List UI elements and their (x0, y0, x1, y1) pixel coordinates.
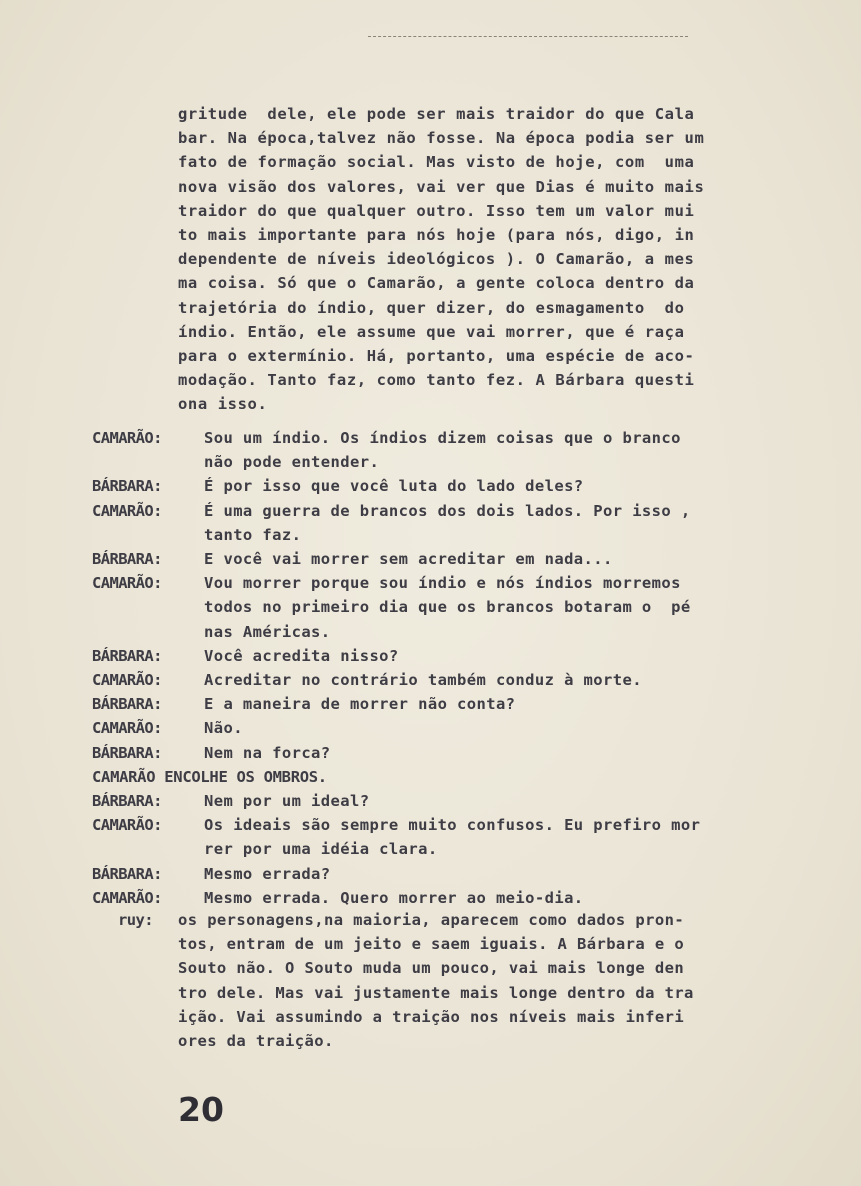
speech-text (204, 571, 832, 644)
speech-text (204, 474, 832, 498)
speech-text (204, 692, 832, 716)
text-line: Mesmo errada? (204, 864, 331, 883)
speaker-name: ruy: (118, 911, 153, 929)
speech-text (204, 547, 832, 571)
speech-text (204, 741, 832, 765)
intro-paragraph (178, 102, 828, 417)
speech-text (204, 426, 832, 474)
text-line: nova visão dos valores, vai ver que Dias é muito mais (178, 177, 705, 196)
speaker-name: BÁRBARA: (92, 695, 162, 714)
top-dashed-rule (368, 36, 688, 37)
text-line: para o extermínio. Há, portanto, uma espécie de aco- (178, 347, 695, 366)
page-number: 20 (178, 1090, 224, 1129)
speech-text (178, 908, 838, 1053)
text-line: dependente de níveis ideológicos ). O Camarão, a mes (178, 250, 695, 269)
dialogue-turn (92, 644, 832, 668)
dialogue-turn (92, 426, 832, 474)
text-line: Souto não. O Souto muda um pouco, vai mais longe den (178, 959, 685, 978)
text-line: ma coisa. Só que o Camarão, a gente coloca dentro da (178, 274, 695, 293)
text-line: ição. Vai assumindo a traição nos níveis mais inferi (178, 1007, 685, 1026)
text-line: Sou um índio. Os índios dizem coisas que o branco (204, 429, 681, 447)
text-line: Não. (204, 719, 243, 738)
speaker-name: CAMARÃO: (92, 501, 162, 520)
text-line: Acreditar no contrário também conduz à morte. (204, 671, 642, 690)
speaker-name: BÁRBARA: (92, 477, 162, 496)
text-line: Você acredita nisso? (204, 646, 399, 665)
dialogue-block (92, 426, 832, 910)
text-line: Os ideais são sempre muito confusos. Eu prefiro mor (204, 816, 701, 835)
speech-text (204, 716, 832, 740)
speech-text (204, 644, 832, 668)
text-line: tanto faz. (204, 525, 302, 544)
text-line: bar. Na época,talvez não fosse. Na época podia ser um (178, 129, 705, 148)
dialogue-turn (92, 692, 832, 716)
speech-text (204, 499, 832, 547)
dialogue-turn (92, 862, 832, 886)
text-line: Vou morrer porque sou índio e nós índios morremos (204, 574, 681, 593)
text-line: Nem na forca? (204, 743, 331, 762)
text-line: índio. Então, ele assume que vai morrer, que é raça (178, 322, 685, 341)
dialogue-turn (92, 813, 832, 861)
text-line: gritude dele, ele pode ser mais traidor do que Cala (178, 105, 695, 123)
dialogue-turn (92, 789, 832, 813)
dialogue-turn (92, 886, 832, 910)
text-line: ona isso. (178, 395, 268, 414)
dialogue-turn (92, 571, 832, 644)
text-line: rer por uma idéia clara. (204, 840, 438, 859)
text-line: modação. Tanto faz, como tanto fez. A Bárbara questi (178, 371, 695, 390)
text-line: tos, entram de um jeito e saem iguais. A Bárbara e o (178, 935, 685, 954)
speech-text (204, 789, 832, 813)
text-line: fato de formação social. Mas visto de hoje, com uma (178, 153, 695, 172)
speaker-name: BÁRBARA: (92, 864, 162, 883)
speaker-name: CAMARÃO: (92, 574, 162, 593)
text-line: É por isso que você luta do lado deles? (204, 477, 584, 496)
dialogue-turn (92, 716, 832, 740)
text-line: trajetória do índio, quer dizer, do esmagamento do (178, 298, 685, 317)
dialogue-turn (92, 499, 832, 547)
dialogue-turn (92, 741, 832, 765)
text-line: É uma guerra de brancos dos dois lados. Por isso , (204, 501, 691, 520)
text-line: todos no primeiro dia que os brancos botaram o pé (204, 598, 691, 617)
dialogue-turn (92, 547, 832, 571)
speech-text (204, 862, 832, 886)
speaker-name: BÁRBARA: (92, 792, 162, 811)
speaker-name: CAMARÃO: (92, 719, 162, 738)
speaker-name: BÁRBARA: (92, 646, 162, 665)
speaker-name: CAMARÃO: (92, 671, 162, 690)
text-line: Mesmo errada. Quero morrer ao meio-dia. (204, 888, 584, 907)
text-line: E você vai morrer sem acreditar em nada... (204, 550, 613, 569)
text-line: os personagens,na maioria, aparecem como dados pron- (178, 911, 685, 929)
text-line: Nem por um ideal? (204, 792, 370, 811)
speech-text (204, 668, 832, 692)
speaker-name: CAMARÃO: (92, 429, 162, 447)
speaker-name: BÁRBARA: (92, 743, 162, 762)
text-line: to mais importante para nós hoje (para nós, digo, in (178, 226, 695, 245)
text-line: E a maneira de morrer não conta? (204, 695, 516, 714)
speaker-name: BÁRBARA: (92, 550, 162, 569)
text-line: ores da traição. (178, 1032, 334, 1051)
text-line: não pode entender. (204, 453, 380, 472)
speech-text (204, 886, 832, 910)
dialogue-turn (92, 474, 832, 498)
speaker-name: CAMARÃO: (92, 888, 162, 907)
speech-text (204, 813, 832, 861)
speaker-name: CAMARÃO: (92, 816, 162, 835)
dialogue-turn (92, 668, 832, 692)
ruy-commentary (118, 908, 838, 1053)
text-line: tro dele. Mas vai justamente mais longe dentro da tra (178, 983, 694, 1002)
text-line: nas Américas. (204, 622, 331, 641)
stage-direction: CAMARÃO ENCOLHE OS OMBROS. (92, 767, 327, 786)
text-line: traidor do que qualquer outro. Isso tem um valor mui (178, 201, 695, 220)
